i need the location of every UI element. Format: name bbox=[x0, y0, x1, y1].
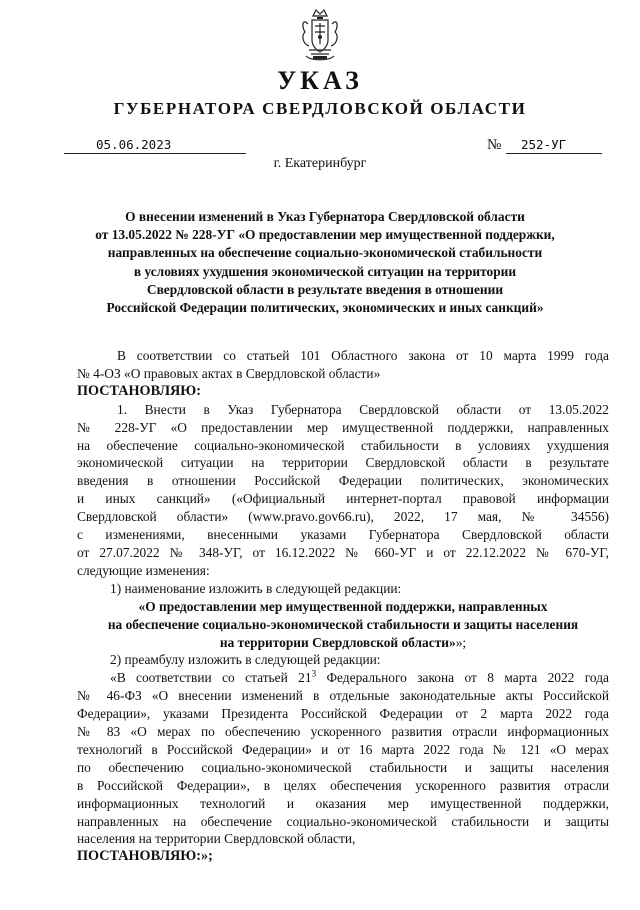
preamble-line: по обеспечению социально-экономической стабильности и защиты населения bbox=[77, 759, 609, 775]
quote-line: на обеспечение социально-экономической стабильности и защиты населения bbox=[107, 616, 579, 632]
decree-heading bbox=[70, 208, 580, 317]
item1-line: Свердловской области» (www.pravo.gov66.ru), 2022, 17 мая, № 34556) bbox=[77, 509, 609, 525]
preamble-line: в Российской Федерации», в целях обеспечения ускоренного развития отрасли bbox=[77, 777, 609, 793]
preamble-first-line bbox=[77, 669, 609, 687]
preamble-first-after: Федерального закона от 8 марта 2022 года bbox=[316, 670, 609, 686]
quote-line-last bbox=[77, 634, 609, 652]
item1-line: следующие изменения: bbox=[77, 562, 210, 578]
heading-line: Российской Федерации политических, экономических и иных санкций» bbox=[106, 300, 544, 316]
postanovlyayu: ПОСТАНОВЛЯЮ: bbox=[77, 382, 202, 399]
date-underline bbox=[64, 153, 246, 154]
item1-line: и иных санкций» («Официальный интернет-портал правовой информации bbox=[77, 491, 609, 507]
item1-line: экономической ситуации на территории Свердловской области в результате bbox=[77, 455, 609, 471]
heading-line: О внесении изменений в Указ Губернатора Свердловской области bbox=[125, 209, 525, 224]
coat-of-arms-emblem bbox=[299, 6, 341, 64]
quote-text: на территории Свердловской области» bbox=[219, 634, 456, 650]
item1-line: с изменениями, внесенными указами Губернатора Свердловской области bbox=[77, 527, 609, 543]
number-underline bbox=[506, 153, 602, 154]
decree-date: 05.06.2023 bbox=[96, 137, 172, 152]
decree-subtitle: ГУБЕРНАТОРА СВЕРДЛОВСКОЙ ОБЛАСТИ bbox=[113, 99, 527, 118]
preamble-first-before: «В соответствии со статьей 21 bbox=[110, 670, 312, 686]
decree-title: УКАЗ bbox=[277, 66, 363, 95]
item1-line: на обеспечение социально-экономической стабильности в условиях ухудшения bbox=[77, 437, 609, 453]
heading-line: Свердловской области в результате введения в отношении bbox=[146, 281, 504, 297]
item1-line: 1. Внести в Указ Губернатора Свердловской области от 13.05.2022 bbox=[117, 401, 609, 417]
number-label: № bbox=[487, 137, 502, 153]
intro-line: В соответствии со статьей 101 Областного закона от 10 марта 1999 года bbox=[117, 348, 609, 363]
preamble-line: населения на территории Свердловской области, bbox=[77, 831, 356, 847]
article-superscript: 3 bbox=[311, 668, 317, 679]
preamble-line: № 83 «О мерах по обеспечению ускоренного развития отрасли информационных bbox=[77, 724, 609, 740]
preamble-line: направленных на обеспечение социально-экономической стабильности и защиты bbox=[77, 813, 609, 829]
city: г. Екатеринбург bbox=[273, 156, 367, 171]
heading-line: от 13.05.2022 № 228-УГ «О предоставлении мер имущественной поддержки, bbox=[95, 227, 555, 243]
decree-body bbox=[77, 347, 609, 866]
preamble-line: информационных технологий и оказания мер имущественной поддержки, bbox=[77, 795, 609, 811]
intro-line: № 4-ОЗ «О правовых актах в Свердловской области» bbox=[77, 365, 381, 381]
heading-line: направленных на обеспечение социально-экономической стабильности bbox=[107, 245, 543, 261]
closing-postanovlyayu: ПОСТАНОВЛЯЮ:»; bbox=[77, 848, 213, 865]
item1-line: от 27.07.2022 № 348-УГ, от 16.12.2022 № 660-УГ и от 22.12.2022 № 670-УГ, bbox=[77, 544, 609, 560]
heading-line: в условиях ухудшения экономической ситуации на территории bbox=[133, 263, 517, 279]
quote-end: »; bbox=[455, 634, 467, 650]
quote-line: «О предоставлении мер имущественной поддержки, направленных bbox=[138, 598, 548, 614]
preamble-line: технологий в Российской Федерации» и от 16 марта 2022 года № 121 «О мерах bbox=[77, 741, 609, 757]
item1-line: № 228-УГ «О предоставлении мер имущественной поддержки, направленных bbox=[77, 419, 609, 435]
subitem-2: 2) преамбулу изложить в следующей редакции: bbox=[110, 652, 381, 668]
preamble-line: Федерации», указами Президента Российской Федерации от 2 марта 2022 года bbox=[77, 706, 609, 722]
subitem-1: 1) наименование изложить в следующей редакции: bbox=[110, 580, 402, 596]
decree-number: 252-УГ bbox=[521, 137, 567, 152]
preamble-line: № 46-ФЗ «О внесении изменений в отдельные законодательные акты Российской bbox=[77, 688, 609, 704]
item1-line: введения в отношении Российской Федерации политических, экономических bbox=[77, 473, 609, 489]
